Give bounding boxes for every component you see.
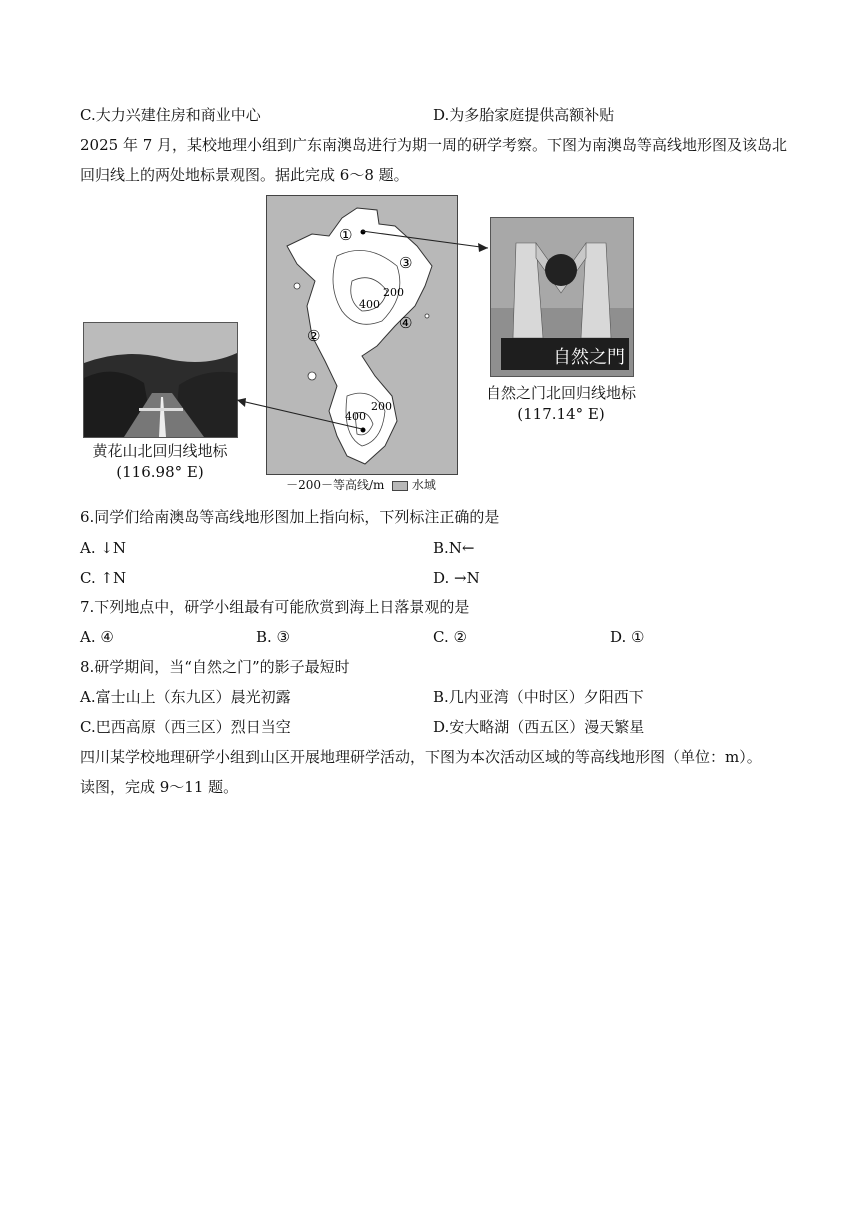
intro-6-8-line2: 回归线上的两处地标景观图。据此完成 6～8 题。 [80,166,409,184]
map-marker-2: ② [307,327,321,345]
map-marker-3: ③ [399,254,413,272]
q7-option-a: A. ④ [80,628,114,646]
prev-option-d: D.为多胎家庭提供高额补贴 [433,106,615,124]
contour-label: 400 [345,410,366,423]
map-legend [266,476,456,493]
q6-option-d: D. →N [433,569,480,587]
q7-option-b: B. ③ [256,628,291,646]
q8-option-d: D.安大略湖（西五区）漫天繁星 [433,718,645,736]
intro-9-11-line2: 读图，完成 9～11 题。 [80,778,239,796]
q6-option-b: B.N← [433,539,475,557]
q6-option-a: A. ↓N [80,539,127,557]
right-caption-longitude: (117.14° E) [517,405,605,423]
nature-gate-photo [490,217,634,377]
map-marker-4: ④ [399,314,413,332]
contour-label: 200 [371,400,392,413]
q7-option-d: D. ① [610,628,645,646]
q7-stem: 7.下列地点中，研学小组最有可能欣赏到海上日落景观的是 [80,598,470,616]
nature-gate-sign: 自然之門 [553,347,625,368]
q7-option-c: C. ② [433,628,467,646]
contour-label: 400 [359,298,380,311]
right-caption-name: 自然之门北回归线地标 [485,384,636,402]
q8-option-b: B.几内亚湾（中时区）夕阳西下 [433,688,644,706]
q6-stem: 6.同学们给南澳岛等高线地形图加上指向标，下列标注正确的是 [80,508,500,526]
contour-label: 200 [383,286,404,299]
left-caption-name: 黄花山北回归线地标 [92,442,228,460]
intro-9-11-line1: 四川某学校地理研学小组到山区开展地理研学活动，下图为本次活动区域的等高线地形图（单位：m）。 [80,748,762,766]
map-marker-1: ① [339,226,353,244]
left-caption-longitude: (116.98° E) [116,463,204,481]
q6-option-c: C. ↑N [80,569,127,587]
nanao-figure [80,195,640,490]
q8-option-c: C.巴西高原（西三区）烈日当空 [80,718,291,736]
q8-stem: 8.研学期间，当“自然之门”的影子最短时 [80,658,350,676]
water-swatch [392,481,408,491]
legend-contour: －200－等高线/m [286,478,385,492]
legend-water: 水域 [411,478,436,492]
q8-option-a: A.富士山上（东九区）晨光初露 [80,688,291,706]
intro-6-8-line1: 2025 年 7 月，某校地理小组到广东南澳岛进行为期一周的研学考察。下图为南澳岛等高线地形图及该岛北 [80,136,788,154]
prev-option-c: C.大力兴建住房和商业中心 [80,106,261,124]
